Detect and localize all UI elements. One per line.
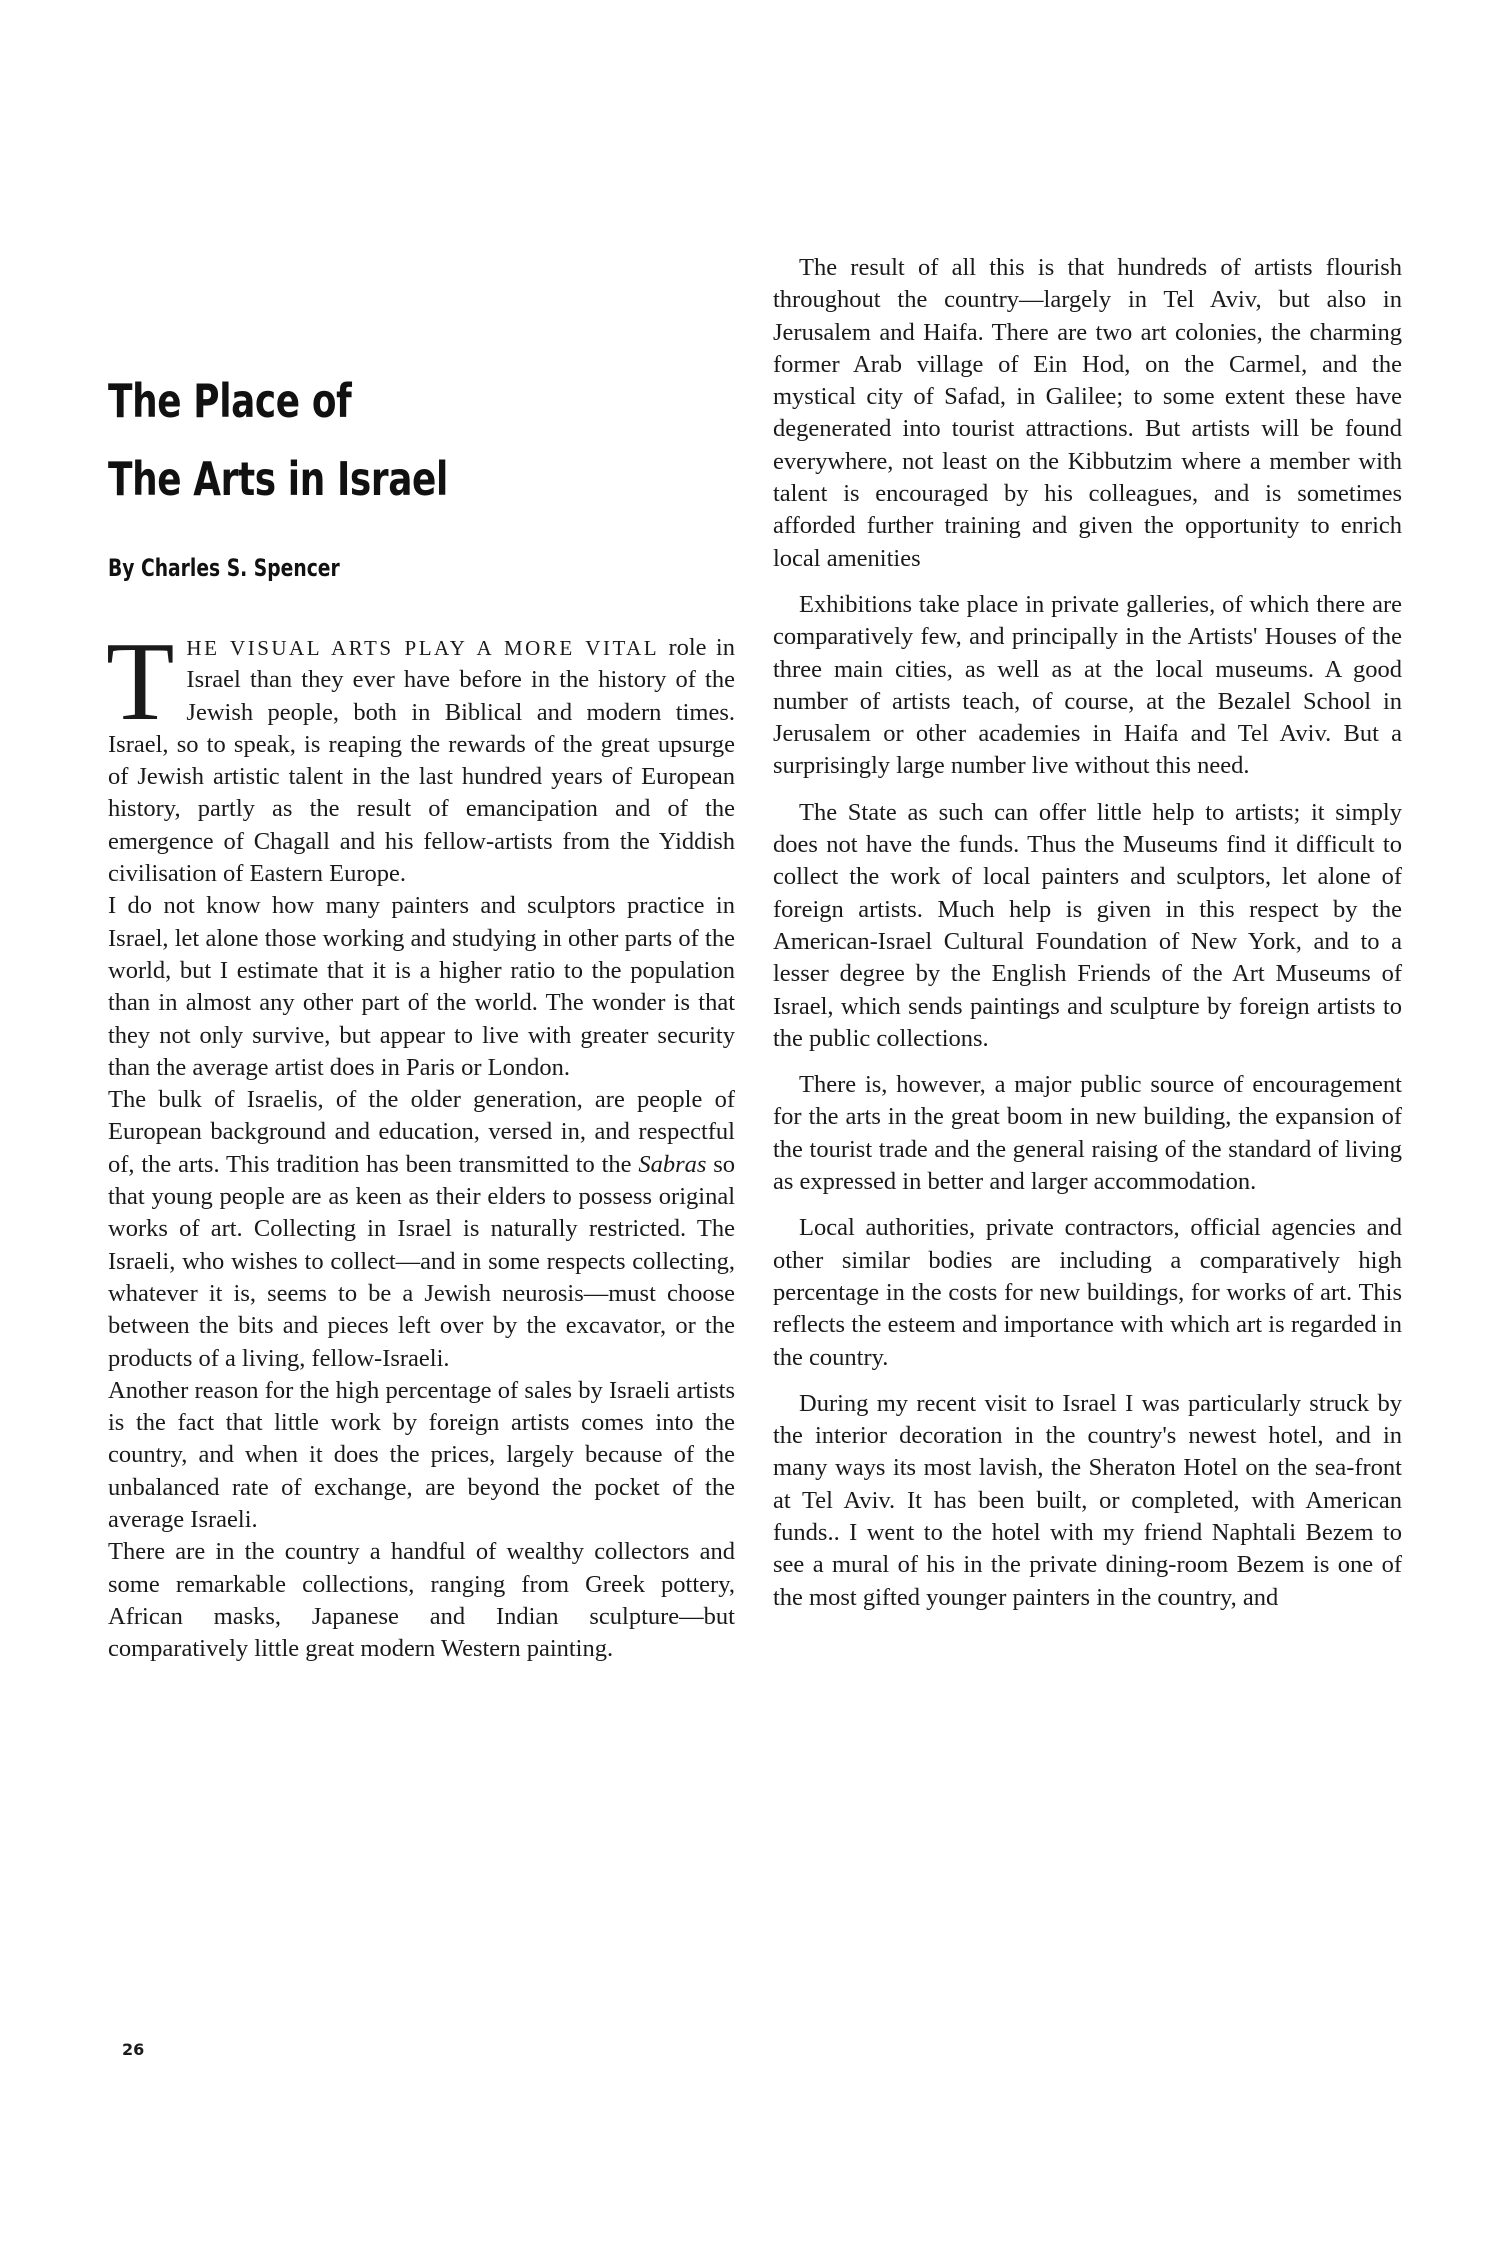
right-paragraph-3: The State as such can offer little help to artists; it simply does not have the funds. Thus the Museums find it difficult to collect the work of local painters and sculptors, let alone of foreign artists. Much help is given in this respect by the American-Israel Cultural Foundation of New York, and to a lesser degree by the English Friends of the Art Museums of Israel, which sends paintings and sculpture by foreign artists to the public collections. [773, 798, 1402, 1052]
right-paragraph-5: Local authorities, private contractors, official agencies and other similar bodies are including a comparatively high percentage in the costs for new buildings, for works of art. This reflects the esteem and importance with which art is regarded in the country. [773, 1214, 1402, 1371]
sabras-italic: Sabras [638, 1150, 707, 1178]
paragraph-4: Another reason for the high percentage of sales by Israeli artists is the fact that little work by foreign artists comes into the country, and when it does the prices, largely because of the unbalanced rate of exchange, are beyond the pocket of the average Israeli. [108, 1376, 735, 1534]
right-paragraph-1: The result of all this is that hundreds of artists flourish throughout the country—largely in Tel Aviv, but also in Jerusalem and Haifa. There are two art colonies, the charming former Arab village of Ein Hod, on the Carmel, and the mystical city of Safad, in Galilee; to some extent these have degenerated into tourist attractions. But artists will be found everywhere, not least on the Kibbutzim where a member with talent is encouraged by his colleagues, and is sometimes afforded further training and given the opportunity to enrich local amenities [773, 254, 1402, 572]
right-column [773, 252, 1402, 1614]
lead-text: role in Israel than they ever have before in the history of the Jewish people, both in Biblical and modern times. Israel, so to speak, is reaping the rewards of the great upsurge of Jewish artistic talent in the last hundred years of European history, partly as the result of emancipation and of the emergence of Chagall and his fellow-artists from the Yiddish civilisation of Eastern Europe. [108, 634, 735, 888]
paragraph-3 [108, 1084, 735, 1375]
paragraph-5: There are in the country a handful of wealthy collectors and some remarkable collections, ranging from Greek pottery, African masks, Japanese and Indian sculpture—but comparatively little great modern Western painting. [108, 1538, 735, 1663]
paragraph-2: I do not know how many painters and sculptors practice in Israel, let alone those working and studying in other parts of the world, but I estimate that it is a higher ratio to the population than in almost any other part of the world. The wonder is that they not only survive, but appear to live with greater security than the average artist does in Paris or London. [108, 892, 735, 1081]
page-number: 26 [122, 2040, 145, 2059]
paragraph-3-text-b: so that young people are as keen as their elders to possess original works of art. Collecting in Israel is naturally restricted. The Israeli, who wishes to collect—and in some respects collecting, whatever it is, seems to be a Jewish neurosis—must choose between the bits and pieces left over by the excavator, or the products of a living, fellow-Israeli. [108, 1150, 735, 1372]
byline: By Charles S. Spencer [108, 554, 340, 582]
paragraph-3-text-a: The bulk of Israelis, of the older generation, are people of European background and education, versed in, and respectful of, the arts. This tradition has been transmitted to the [108, 1086, 735, 1178]
drop-cap: T [106, 620, 175, 744]
lead-paragraph [106, 620, 735, 890]
article-title-line-2: The Arts in Israel [108, 452, 448, 506]
lead-smallcaps: HE VISUAL ARTS PLAY A MORE VITAL [186, 636, 660, 660]
right-paragraph-6: During my recent visit to Israel I was particularly struck by the interior decoration in the country's newest hotel, and in many ways its most lavish, the Sheraton Hotel on the sea-front at Tel Aviv. It has been built, or completed, with American funds.. I went to the hotel with my friend Naphtali Bezem to see a mural of his in the private dining-room Bezem is one of the most gifted younger painters in the country, and [773, 1389, 1402, 1611]
right-paragraph-4: There is, however, a major public source of encouragement for the arts in the great boom in new building, the expansion of the tourist trade and the general raising of the standard of living as expressed in better and larger accommodation. [773, 1071, 1402, 1196]
left-column [108, 362, 735, 1666]
right-paragraph-2: Exhibitions take place in private galleries, of which there are comparatively few, and principally in the Artists' Houses of the three main cities, as well as at the local museums. A good number of artists teach, of course, at the Bezalel School in Jerusalem or other academies in Haifa and Tel Aviv. But a surprisingly large number live without this need. [773, 590, 1402, 780]
article-title-line-1: The Place of [108, 374, 352, 428]
